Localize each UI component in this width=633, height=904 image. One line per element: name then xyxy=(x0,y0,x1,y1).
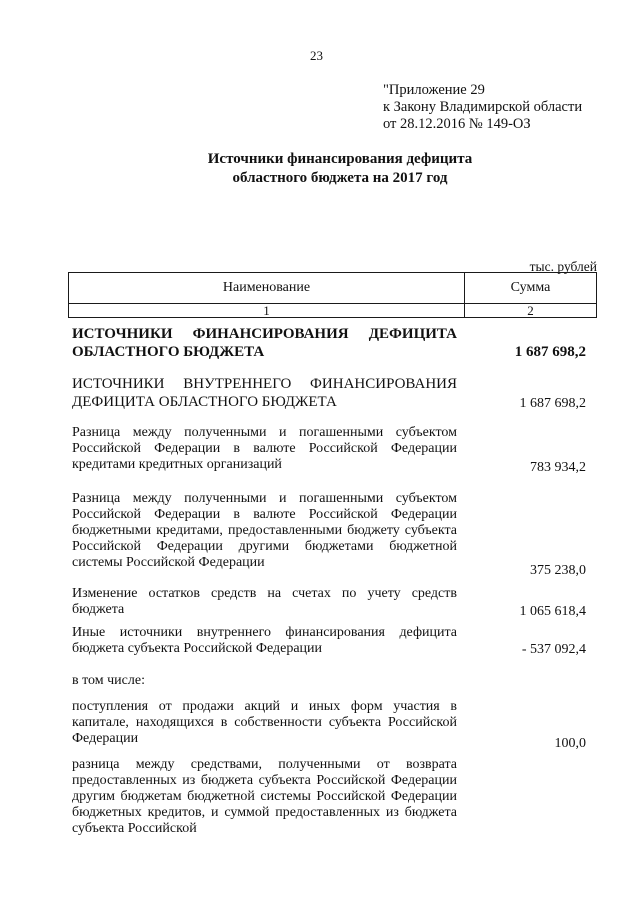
table-row-sum: 1 065 618,4 xyxy=(519,604,586,619)
table-row-sum: 375 238,0 xyxy=(530,563,586,578)
table-row-name: Изменение остатков средств на счетах по учету средств бюджета xyxy=(72,586,457,617)
annex-line-2: к Закону Владимирской области xyxy=(383,99,583,115)
table-header-grid xyxy=(68,272,597,318)
column-number-1: 1 xyxy=(69,304,465,318)
table-row-sum: 783 934,2 xyxy=(530,460,586,475)
table-row-name: Разница между полученными и погашенными субъектом Российской Федерации в валюте Российской Федерации кредитами кредитных организаций xyxy=(72,425,457,472)
column-header-name: Наименование xyxy=(69,273,465,304)
table-row-name: ИСТОЧНИКИ ФИНАНСИРОВАНИЯ ДЕФИЦИТА ОБЛАСТНОГО БЮДЖЕТА xyxy=(72,326,457,360)
document-title xyxy=(120,150,560,188)
table-row-name: поступления от продажи акций и иных форм участия в капитале, находящихся в собственности субъекта Российской Федерации xyxy=(72,699,457,746)
annex-line-1: "Приложение 29 xyxy=(383,82,485,98)
column-number-2: 2 xyxy=(465,304,597,318)
table-row-name: ИСТОЧНИКИ ВНУТРЕННЕГО ФИНАНСИРОВАНИЯ ДЕФИЦИТА ОБЛАСТНОГО БЮДЖЕТА xyxy=(72,376,457,410)
table-row-sum: 100,0 xyxy=(554,736,586,751)
title-line-1: Источники финансирования дефицита xyxy=(207,151,473,167)
annex-reference xyxy=(383,82,582,133)
title-line-2: областного бюджета на 2017 год xyxy=(232,170,448,186)
table-row-sum: 1 687 698,2 xyxy=(519,396,586,411)
table-row-name: в том числе: xyxy=(72,673,145,688)
table-row-name: разница между средствами, полученными от возврата предоставленных из бюджета субъекта Российской Федерации другим бюджетам бюджетной системы Российской Федерации бюджетных кредитов, и суммой предоставленных из бюджета субъекта Российской xyxy=(72,757,457,836)
column-header-sum: Сумма xyxy=(465,273,597,304)
table-row-sum: - 537 092,4 xyxy=(521,642,586,657)
page-number: 23 xyxy=(310,48,323,63)
table-row-sum: 1 687 698,2 xyxy=(514,344,586,360)
table-row-name: Разница между полученными и погашенными субъектом Российской Федерации в валюте Российской Федерации бюджетными кредитами, предоставленными бюджету субъекта Российской Федерации другими бюджетами бюджетной системы Российской Федерации xyxy=(72,491,457,570)
annex-line-3: от 28.12.2016 № 149-ОЗ xyxy=(383,116,531,132)
table-row-name: Иные источники внутреннего финансирования дефицита бюджета субъекта Российской Федерации xyxy=(72,625,457,656)
units-label: тыс. рублей xyxy=(529,259,597,274)
